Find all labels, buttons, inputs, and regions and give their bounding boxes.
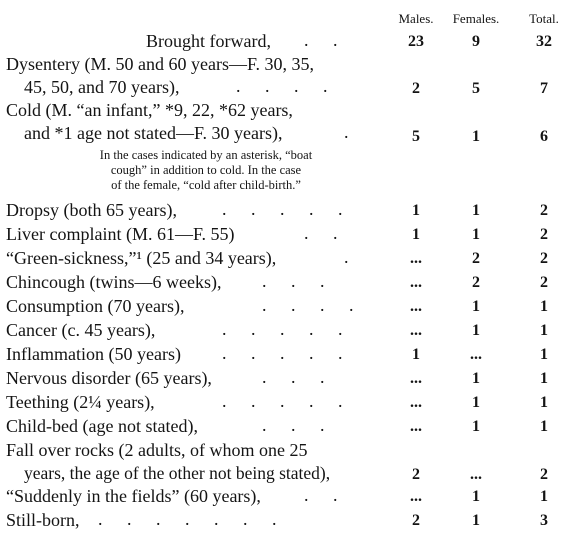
row-label-line1: Dysentery (M. 50 and 60 years—F. 30, 35, xyxy=(6,54,315,74)
males-value: 1 xyxy=(412,346,420,363)
note-line1: In the cases indicated by an asterisk, “boat xyxy=(99,148,313,162)
row-label: Inflammation (50 years) xyxy=(6,344,181,364)
females-value: 1 xyxy=(472,370,480,387)
column-header-females: Females. xyxy=(452,11,500,26)
table-row xyxy=(0,247,580,271)
females-value: 1 xyxy=(472,512,480,529)
row-label-line2: years, the age of the other not being stated), xyxy=(24,463,331,483)
total-value: 2 xyxy=(540,250,548,267)
row-label: Chincough (twins—6 weeks), xyxy=(6,272,222,292)
table-row xyxy=(0,30,580,54)
footnote-block xyxy=(0,148,580,194)
females-value: 2 xyxy=(472,274,480,291)
total-value: 2 xyxy=(540,226,548,243)
males-value: ... xyxy=(410,250,422,267)
total-value: 6 xyxy=(540,128,548,145)
row-label: Still-born, xyxy=(6,510,80,530)
males-value: ... xyxy=(410,394,422,411)
total-value: 7 xyxy=(540,80,548,97)
table-row xyxy=(0,415,580,439)
table-row xyxy=(0,367,580,391)
total-value: 1 xyxy=(540,488,548,505)
row-label: Dropsy (both 65 years), xyxy=(6,200,177,220)
leader-dots: . . . xyxy=(262,415,335,435)
leader-dots: . xyxy=(344,247,359,267)
males-value: 1 xyxy=(412,226,420,243)
males-value: ... xyxy=(410,370,422,387)
total-value: 1 xyxy=(540,346,548,363)
row-label: Brought forward, xyxy=(146,31,271,51)
leader-dots: . . . . . xyxy=(222,319,353,339)
total-value: 1 xyxy=(540,322,548,339)
leader-dots: . . xyxy=(304,30,348,50)
row-label: Liver complaint (M. 61—F. 55) xyxy=(6,224,235,244)
note-line3: of the female, “cold after child-birth.” xyxy=(111,178,301,192)
females-value: 1 xyxy=(472,202,480,219)
table-row xyxy=(0,343,580,367)
row-label-line1: Fall over rocks (2 adults, of whom one 25 xyxy=(6,440,308,460)
row-label: Cancer (c. 45 years), xyxy=(6,320,156,340)
row-label: “Suddenly in the fields” (60 years), xyxy=(6,486,261,506)
females-value: 2 xyxy=(472,250,480,267)
leader-dots: . . . . . xyxy=(222,199,353,219)
males-value: 5 xyxy=(412,128,420,145)
table-row xyxy=(0,485,580,509)
leader-dots: . . . . . . . xyxy=(98,509,287,529)
females-value: 1 xyxy=(472,298,480,315)
total-value: 1 xyxy=(540,418,548,435)
leader-dots: . xyxy=(344,122,359,142)
females-value: 1 xyxy=(472,488,480,505)
table-row xyxy=(0,319,580,343)
females-value: 1 xyxy=(472,394,480,411)
total-value: 3 xyxy=(540,512,548,529)
leader-dots: . . . xyxy=(262,367,335,387)
table-row xyxy=(0,199,580,223)
females-value: 1 xyxy=(472,418,480,435)
males-value: ... xyxy=(410,488,422,505)
row-label: Child-bed (age not stated), xyxy=(6,416,198,436)
table-row xyxy=(0,223,580,247)
males-value: 2 xyxy=(412,466,420,483)
table-row xyxy=(0,295,580,319)
leader-dots: . . . . xyxy=(236,76,338,96)
leader-dots: . . . xyxy=(262,271,335,291)
total-value: 1 xyxy=(540,370,548,387)
females-value: 9 xyxy=(472,33,480,50)
females-value: ... xyxy=(470,466,482,483)
total-value: 2 xyxy=(540,274,548,291)
males-value: ... xyxy=(410,418,422,435)
row-label: Teething (2¼ years), xyxy=(6,392,155,412)
males-value: 23 xyxy=(408,33,424,50)
females-value: 1 xyxy=(472,322,480,339)
table-row xyxy=(0,271,580,295)
total-value: 1 xyxy=(540,298,548,315)
leader-dots: . . xyxy=(304,223,348,243)
males-value: ... xyxy=(410,322,422,339)
column-header-total: Total. xyxy=(529,11,559,26)
column-header-males: Males. xyxy=(398,11,434,26)
total-value: 2 xyxy=(540,466,548,483)
note-line2: cough” in addition to cold. In the case xyxy=(110,163,302,177)
row-label-line2: 45, 50, and 70 years), xyxy=(24,77,180,97)
table-row xyxy=(0,509,580,533)
total-value: 2 xyxy=(540,202,548,219)
females-value: 1 xyxy=(472,128,480,145)
females-value: ... xyxy=(470,346,482,363)
males-value: 2 xyxy=(412,80,420,97)
table-row xyxy=(0,439,580,485)
table-row xyxy=(0,99,580,145)
females-value: 1 xyxy=(472,226,480,243)
row-label-line1: Cold (M. “an infant,” *9, 22, *62 years, xyxy=(6,100,293,120)
leader-dots: . . . . . xyxy=(222,391,353,411)
total-value: 32 xyxy=(536,33,552,50)
row-label-line2: and *1 age not stated—F. 30 years), xyxy=(24,123,283,143)
total-value: 1 xyxy=(540,394,548,411)
males-value: ... xyxy=(410,274,422,291)
leader-dots: . . . . xyxy=(262,295,364,315)
males-value: ... xyxy=(410,298,422,315)
leader-dots: . . . . . xyxy=(222,343,353,363)
leader-dots: . . xyxy=(304,485,348,505)
row-label: “Green-sickness,”¹ (25 and 34 years), xyxy=(6,248,277,268)
table-row xyxy=(0,53,580,99)
row-label: Consumption (70 years), xyxy=(6,296,185,316)
table-row xyxy=(0,391,580,415)
females-value: 5 xyxy=(472,80,480,97)
row-label: Nervous disorder (65 years), xyxy=(6,368,212,388)
males-value: 2 xyxy=(412,512,420,529)
males-value: 1 xyxy=(412,202,420,219)
